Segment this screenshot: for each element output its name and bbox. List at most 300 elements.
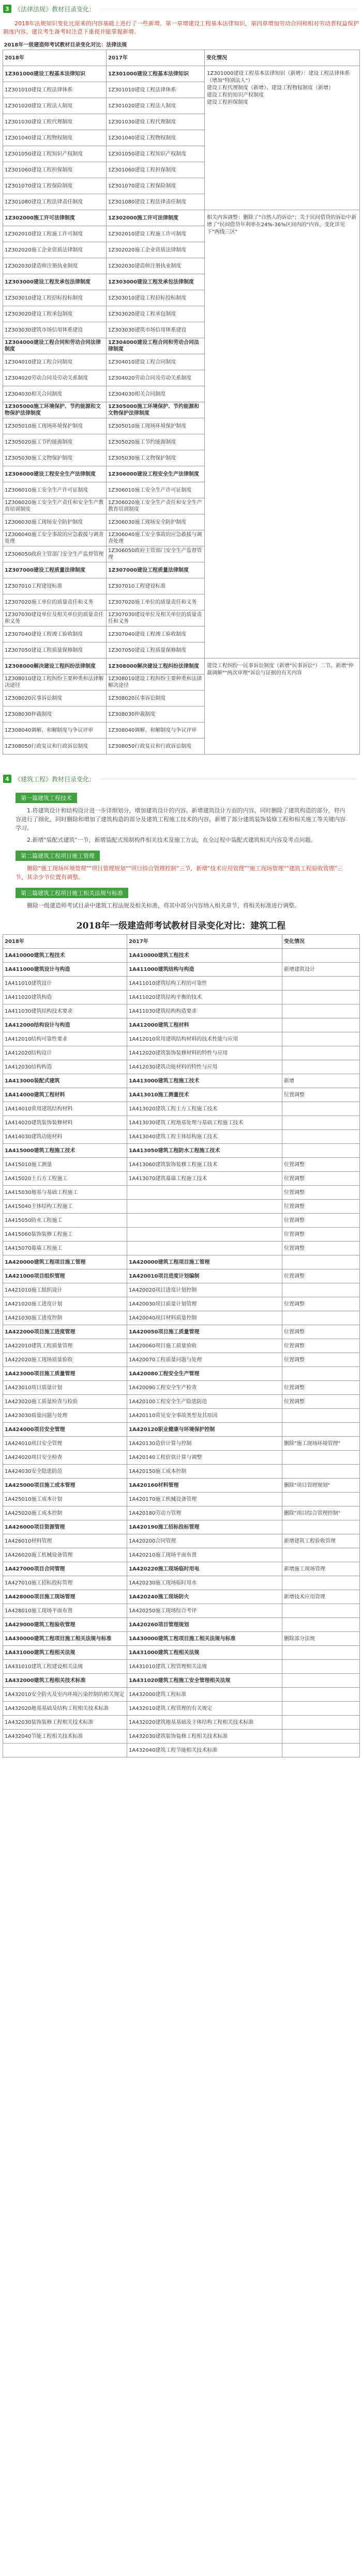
table-row	[3, 1548, 360, 1562]
cell-change	[282, 1367, 360, 1381]
cell-2018: 1A424010项目安全管理	[3, 1437, 127, 1451]
cell-2018: 1Z301010建设工程法律体系	[3, 82, 107, 98]
cell-2018: 1Z307010工程建设标准	[3, 578, 107, 594]
table-row	[3, 1465, 360, 1479]
cell-2017: 1A413070建筑幕墙工程施工技术	[127, 1172, 282, 1186]
cell-change	[282, 1004, 360, 1018]
table-row	[3, 1730, 360, 1743]
cell-2018: 1Z306010施工安全生产许可证制度	[3, 482, 107, 498]
cell-2018: 1Z303030建筑市场信用体系建设	[3, 322, 107, 338]
cell-2018: 1A431010建筑工程建设相关法规	[3, 1660, 127, 1674]
subheading-2: 第二篇建筑工程项目施工管理	[16, 851, 100, 861]
cell-change: 新增	[282, 1074, 360, 1088]
cell-2018: 1A421030施工进度控制	[3, 1311, 127, 1325]
cell-2017: 1Z303020建设工程承包制度	[107, 306, 205, 322]
cell-2017: 1Z301010建设工程法律体系	[107, 82, 205, 98]
table-row	[3, 1451, 360, 1465]
paragraph-4: 删除一级建造师考试目录中建筑工程法规及相关标准，将其中部分内容纳入相关章节，将相关标准进行调整。	[27, 902, 300, 909]
cell-2017: 1Z308030仲裁制度	[107, 706, 205, 722]
cell-2017: 1A413040建筑工程主体结构施工技术	[127, 1130, 282, 1144]
cell-change: 新增建筑工程验收管理	[282, 1534, 360, 1548]
cell-2018: 1Z307030建设单位及相关单位的质量责任和义务	[3, 610, 107, 626]
cell-2018: 1A432020地基基础及结构工程相关技术标准	[3, 1702, 127, 1716]
cell-2017	[127, 1242, 282, 1255]
cell-2017: 1A430000建筑工程项目施工相关法规与标准	[127, 1632, 282, 1646]
cell-2017: 1Z307040建设工程竣工验收制度	[107, 626, 205, 642]
cell-2017: 1A420030项目质量计划管理	[127, 1297, 282, 1311]
cell-2018: 1Z304030相关合同制度	[3, 386, 107, 402]
table-row	[3, 1200, 360, 1214]
cell-2017: 1Z308000解决建设工程纠纷法律制度	[107, 658, 205, 674]
cell-change: 位置调整	[282, 1339, 360, 1353]
cell-2018: 1A424030安全隐患防范	[3, 1465, 127, 1479]
change-note: 1Z301000建设工程基本法律知识（新增）：建设工程法律体系（增加"特别法人"） 建设工程代理制度（新增）、建设工程物权制度（新增） 建设工程的知识产权制度 建设工程担保制度	[205, 66, 360, 210]
cell-2018: 1A422000项目施工进度管理	[3, 1325, 127, 1339]
table-row	[3, 1088, 360, 1102]
table-row	[3, 1604, 360, 1618]
cell-2017: 1Z306020施工安全生产责任和安全生产教育培训制度	[107, 498, 205, 514]
cell-change	[282, 1018, 360, 1032]
intro-text: 2018年法规知识变化比原来的内容基础上进行了一些新增。第一章增建设工程基本法律知识，第四章增加劳动合同和相对劳动者权益保护制度内容。建议考生备考时注意下重视并能掌握新增。	[3, 20, 359, 35]
cell-2017: 1Z305010施工现场环境保护制度	[107, 418, 205, 434]
cell-2017: 1Z305030施工文物保护制度	[107, 450, 205, 466]
cell-change: 位置调整	[282, 1172, 360, 1186]
cell-2018: 1Z307050建设工程质量保修制度	[3, 642, 107, 658]
cell-2018: 1A422020施工现场质量验收	[3, 1353, 127, 1367]
cell-2018: 1A411010建筑设计	[3, 977, 127, 991]
cell-change: 位置调整	[282, 1242, 360, 1255]
subheading-3: 第三篇建筑工程项目施工相关法规与标准	[16, 888, 128, 898]
cell-2017: 1A420000建筑工程项目施工管理	[127, 1255, 282, 1269]
cell-2018: 1Z308020民事诉讼制度	[3, 690, 107, 706]
cell-2018: 1Z302000施工许可法律制度	[3, 210, 107, 226]
cell-change	[282, 1283, 360, 1297]
cell-change	[282, 1730, 360, 1743]
cell-2017	[127, 1200, 282, 1214]
cell-2018: 1A420000建筑工程项目施工管理	[3, 1255, 127, 1269]
table-row	[3, 949, 360, 963]
cell-change: 位置调整	[282, 1395, 360, 1409]
cell-2018: 1Z305010施工现场环境保护制度	[3, 418, 107, 434]
cell-2018: 1Z301070建设工程保险制度	[3, 178, 107, 194]
cell-2017: 1Z301020建设工程法人制度	[107, 98, 205, 114]
cell-change	[282, 1688, 360, 1702]
cell-2017: 1Z303010建设工程招标投标制度	[107, 290, 205, 306]
cell-change: 位置调整	[282, 1214, 360, 1228]
cell-2017: 1Z307010工程建设标准	[107, 578, 205, 594]
cell-2017: 1A420230施工现场临时用水	[127, 1576, 282, 1590]
header-2018: 2018年	[3, 50, 107, 66]
cell-change: 位置调整	[282, 1228, 360, 1242]
cell-2017: 1A412010常用建筑结构材料的技术性能与应用	[127, 1032, 282, 1046]
paragraph-3: 删除"施工现场环境管理""项目管理规划""项目综合管理控制"三节，新增"技术应用管理""施工现场管理""建筑工程验收管理"三节，其余少节位置有调整。	[16, 865, 343, 881]
cell-2018: 1A423010项目质量计划	[3, 1381, 127, 1395]
cell-2017: 1A420260项目管理规划	[127, 1618, 282, 1632]
cell-2018: 1Z308040调解、和解制度与争议评审	[3, 722, 107, 739]
cell-change	[282, 991, 360, 1004]
cell-change	[282, 977, 360, 991]
table-row	[3, 1074, 360, 1088]
building-table-body	[3, 949, 360, 1757]
change-note: 建设工程纠纷一民事诉讼制度（新增"民事诉讼"）二节。新增"仲裁调解""两次审理"诉讼与证据的有关内容	[205, 658, 360, 755]
cell-2018: 1A423000项目施工质量管理	[3, 1367, 127, 1381]
cell-change	[282, 1493, 360, 1506]
table-row	[3, 1381, 360, 1395]
cell-2018: 1A415030地基与基础工程施工	[3, 1186, 127, 1200]
cell-2018: 1Z301000建设工程基本法律知识	[3, 66, 107, 82]
cell-2017: 1A432030建筑装饰装修工程相关技术标准	[127, 1730, 282, 1743]
cell-change	[282, 1144, 360, 1158]
cell-2017: 1A420160材料管理	[127, 1479, 282, 1493]
header-2017: 2017年	[107, 50, 205, 66]
table-row	[3, 1660, 360, 1674]
cell-2018: 1A427000项目合同管理	[3, 1562, 127, 1576]
cell-change	[282, 1520, 360, 1534]
cell-2017: 1Z301080建设工程法律责任制度	[107, 194, 205, 210]
cell-2018: 1A410000建筑工程技术	[3, 949, 127, 963]
table-row	[3, 1632, 360, 1646]
cell-2017: 1Z301040建设工程物权制度	[107, 130, 205, 146]
table-row	[3, 1576, 360, 1590]
cell-2017: 1A432020建筑地基基础及主体结构工程相关技术标准	[127, 1716, 282, 1730]
cell-change	[282, 1116, 360, 1130]
cell-change	[282, 1716, 360, 1730]
cell-2017: 1A413030建筑工程地基处理与基础工程施工技术	[127, 1116, 282, 1130]
cell-2017: 1A412030建筑功能材料的特性与应用	[127, 1060, 282, 1074]
table-row	[3, 1032, 360, 1046]
cell-2018: 1Z304020劳动合同及劳动关系制度	[3, 370, 107, 386]
table-row	[3, 1339, 360, 1353]
cell-2017: 1A420130造价计算与控制	[127, 1437, 282, 1451]
header-change: 变化情况	[282, 935, 360, 949]
cell-change	[282, 1618, 360, 1632]
cell-2018: 1A421010施工组织设计	[3, 1283, 127, 1297]
table-row	[3, 1228, 360, 1242]
cell-2017: 1A420020项目进度计划控制	[127, 1283, 282, 1297]
cell-2017: 1Z302020施工企业资质法律制度	[107, 242, 205, 258]
cell-2018: 1Z306040施工安全事故的应急救援与调查处理	[3, 530, 107, 546]
table-row	[3, 1297, 360, 1311]
cell-2017: 1A420180劳动力管理	[127, 1506, 282, 1520]
cell-change: 删除"项目管理规划"	[282, 1479, 360, 1493]
cell-2018: 1A430000建筑工程项目施工相关法规与标准	[3, 1632, 127, 1646]
cell-2018: 1A414020建筑装饰装修材料	[3, 1116, 127, 1130]
table-row	[3, 1479, 360, 1493]
cell-2017: 1A432010建筑工程管理的有关规定	[127, 1702, 282, 1716]
table-title: 2018年一级建造师考试教材目录变化对比：建筑工程	[76, 921, 286, 931]
cell-2017: 1Z307050建设工程质量保修制度	[107, 642, 205, 658]
cell-2018: 1Z304010建设工程合同制度	[3, 354, 107, 370]
cell-2017: 1A411020建筑结构平衡的技术	[127, 991, 282, 1004]
cell-2018: 1Z301040建设工程物权制度	[3, 130, 107, 146]
table-row	[3, 66, 360, 82]
table-row	[3, 1186, 360, 1200]
cell-2017: 1Z307030建设单位及相关单位的质量责任和义务	[107, 610, 205, 626]
cell-2017: 1A413020建筑工程土方工程施工技术	[127, 1102, 282, 1116]
cell-2018: 1A425020施工成本控制	[3, 1506, 127, 1520]
cell-2018: 1Z305030施工文物保护制度	[3, 450, 107, 466]
cell-2018: 1A411000建筑设计与构造	[3, 963, 127, 977]
cell-2018: 1A414010常用建筑结构材料	[3, 1102, 127, 1116]
cell-2017: 1Z306010施工安全生产许可证制度	[107, 482, 205, 498]
cell-2017: 1A420040项目材料质量控制	[127, 1311, 282, 1325]
table-row	[3, 1618, 360, 1632]
building-table	[3, 934, 360, 1757]
table-row	[3, 977, 360, 991]
cell-2018: 1Z305000施工环境保护、节约能源和文物保护法律制度	[3, 402, 107, 418]
table-row	[3, 658, 360, 674]
cell-change: 位置调整	[282, 1353, 360, 1367]
cell-2017: 1A420070工程质量问题与处理	[127, 1353, 282, 1367]
table-row	[3, 1255, 360, 1269]
table-row	[3, 1214, 360, 1228]
cell-change: 位置调整	[282, 1200, 360, 1214]
cell-change	[282, 1255, 360, 1269]
section-title: 《建筑工程》教材目录变化：	[14, 775, 96, 783]
cell-2018: 1Z302020施工企业资质法律制度	[3, 242, 107, 258]
cell-2017: 1A411010建筑结构工程的可靠性	[127, 977, 282, 991]
cell-change	[282, 1576, 360, 1590]
cell-change	[282, 1046, 360, 1060]
cell-2017: 1A420010项目进度计划编制	[127, 1269, 282, 1283]
cell-2017: 1A420210施工现场平面布置	[127, 1548, 282, 1562]
table-row	[3, 1646, 360, 1660]
cell-2017: 1Z306030施工现场安全防护制度	[107, 514, 205, 530]
table-row	[3, 1590, 360, 1604]
cell-change	[282, 1465, 360, 1479]
cell-2017: 1Z307000建设工程质量法律制度	[107, 562, 205, 578]
cell-change	[282, 1060, 360, 1074]
header-change: 变化情况	[205, 50, 360, 66]
cell-2017: 1A420080工程安全生产管理	[127, 1367, 282, 1381]
cell-2017: 1A420140工程价款计算与调整	[127, 1451, 282, 1465]
cell-2017: 1A420060项目施工质量验收	[127, 1339, 282, 1353]
cell-change: 位置调整	[282, 1158, 360, 1172]
cell-2017: 1A431010建筑工程管理相关法规	[127, 1660, 282, 1674]
cell-2017: 1A420220施工现场临时用电	[127, 1562, 282, 1576]
cell-2017: 1Z308050行政复议和行政诉讼制度	[107, 739, 205, 755]
cell-2017: 1Z304000建设工程合同和劳动合同法律制度	[107, 338, 205, 354]
cell-2017: 1Z301050建设工程知识产权制度	[107, 146, 205, 162]
table-row	[3, 963, 360, 977]
table-row	[3, 1311, 360, 1325]
cell-change: 删除"施工现场环境管理"	[282, 1437, 360, 1451]
cell-2017: 1A413050建筑工程防水工程施工技术	[127, 1144, 282, 1158]
section-number-badge: 3	[3, 5, 11, 13]
cell-2018: 1Z306020施工安全生产责任和安全生产教育培训制度	[3, 498, 107, 514]
cell-change: 位置调整	[282, 1325, 360, 1339]
cell-2018: 1Z301050建设工程知识产权制度	[3, 146, 107, 162]
table-row	[3, 1046, 360, 1060]
law-table-body	[3, 66, 360, 755]
table-row	[3, 1743, 360, 1757]
cell-2017: 1A412020建筑装饰装修材料的特性与应用	[127, 1046, 282, 1060]
cell-2017: 1Z301030建设工程代理制度	[107, 114, 205, 130]
cell-2018: 1Z301060建设工程担保制度	[3, 162, 107, 178]
cell-change	[282, 1646, 360, 1660]
cell-2018: 1Z306030施工现场安全防护制度	[3, 514, 107, 530]
cell-2018: 1Z308010建设工程纠纷主要种类和法律解决途径	[3, 674, 107, 690]
cell-2017: 1A413060建筑装饰装修工程施工技术	[127, 1158, 282, 1172]
table-row	[3, 1018, 360, 1032]
cell-2017: 1A420120职业健康与环境保护控制	[127, 1423, 282, 1437]
cell-2018	[3, 1743, 127, 1757]
cell-2018: 1A422010建筑工程质量管理	[3, 1339, 127, 1353]
header-2018: 2018年	[3, 935, 127, 949]
table-row	[3, 1520, 360, 1534]
cell-2017: 1A411030建筑结构构造要求	[127, 1004, 282, 1018]
cell-change	[282, 1548, 360, 1562]
section-title: 《法律法规》教材目录变化：	[14, 5, 96, 13]
table-row	[3, 1172, 360, 1186]
cell-2018: 1A412030结构构造	[3, 1060, 127, 1074]
cell-2017: 1A413000建筑工程施工技术	[127, 1074, 282, 1088]
cell-change	[282, 1743, 360, 1757]
table-row	[3, 1409, 360, 1423]
cell-2017: 1Z301070建设工程保险制度	[107, 178, 205, 194]
cell-2017: 1Z308010建设工程纠纷主要种类和法律解决途径	[107, 674, 205, 690]
table-row	[3, 1116, 360, 1130]
cell-2018: 1A414030建筑功能材料	[3, 1130, 127, 1144]
cell-2017: 1Z301060建设工程担保制度	[107, 162, 205, 178]
cell-2018: 1A421020施工进度计划	[3, 1297, 127, 1311]
cell-2018: 1A425000项目施工成本管理	[3, 1479, 127, 1493]
cell-change	[282, 1423, 360, 1437]
cell-2018: 1Z302010建设工程施工许可制度	[3, 226, 107, 242]
table-row	[3, 1423, 360, 1437]
table-row	[3, 1702, 360, 1716]
cell-2018: 1A432010安全防火及室内环境污染控制的相关规定	[3, 1688, 127, 1702]
cell-change: 删除"项目综合管理控制"	[282, 1506, 360, 1520]
cell-2018: 1A412010结构可靠性要求	[3, 1032, 127, 1046]
cell-2017: 1Z306000建设工程安全生产法律制度	[107, 466, 205, 482]
cell-2018: 1A425010施工成本计划	[3, 1493, 127, 1506]
cell-2018: 1Z301080建设工程法律责任制度	[3, 194, 107, 210]
cell-2017: 1A420250施工现场综合考评	[127, 1604, 282, 1618]
cell-change: 位置调整	[282, 1088, 360, 1102]
table-row	[3, 1158, 360, 1172]
table-row	[3, 1395, 360, 1409]
cell-2018: 1A428010施工现场平面布置	[3, 1604, 127, 1618]
cell-2017: 1A432040建筑工程节能相关技术标准	[127, 1743, 282, 1757]
cell-2018: 1A429000建筑工程验收管理	[3, 1618, 127, 1632]
table-caption: 2018年一级建造师考试教材目录变化对比：法律法规	[4, 42, 127, 48]
cell-2018: 1A415000建筑工程施工技术	[3, 1144, 127, 1158]
cell-2018: 1A415020土石方工程施工	[3, 1172, 127, 1186]
table-row	[3, 1562, 360, 1576]
cell-2017: 1Z304020劳动合同及劳动关系制度	[107, 370, 205, 386]
cell-2017: 1Z308020民事诉讼制度	[107, 690, 205, 706]
cell-2017	[127, 1186, 282, 1200]
cell-change: 删除部分法规	[282, 1632, 360, 1646]
cell-2018: 1Z308000解决建设工程纠纷法律制度	[3, 658, 107, 674]
cell-2018: 1Z307040建设工程竣工验收制度	[3, 626, 107, 642]
cell-2017: 1A431000建筑工程相关法规	[127, 1646, 282, 1660]
cell-2017: 1Z304030相关合同制度	[107, 386, 205, 402]
section-intro	[0, 20, 362, 40]
cell-2018: 1A412020结构设计	[3, 1046, 127, 1060]
cell-2018: 1A432040节能工程相关技术标准	[3, 1730, 127, 1743]
cell-2018: 1A413000装配式建筑	[3, 1074, 127, 1088]
cell-2017: 1A412000建筑工程材料	[127, 1018, 282, 1032]
cell-2018: 1A412000结构设计与构造	[3, 1018, 127, 1032]
cell-2017: 1Z301000建设工程基本法律知识	[107, 66, 205, 82]
cell-2018: 1A411020建筑构造	[3, 991, 127, 1004]
cell-2018: 1Z308030仲裁制度	[3, 706, 107, 722]
cell-2018: 1Z303020建设工程承包制度	[3, 306, 107, 322]
cell-2018: 1A423030质量问题与处理	[3, 1409, 127, 1423]
cell-change	[282, 1032, 360, 1046]
cell-2018: 1Z305020施工节约能源制度	[3, 434, 107, 450]
section-header-1	[3, 3, 362, 14]
section-header-2	[3, 773, 362, 784]
cell-2017: 1Z303000建设工程发承包法律制度	[107, 274, 205, 290]
cell-2018: 1A415010施工测量	[3, 1158, 127, 1172]
table-row	[3, 991, 360, 1004]
cell-2018: 1A411030建筑结构技术要求	[3, 1004, 127, 1018]
cell-2018: 1A423020施工质量检查与检验	[3, 1395, 127, 1409]
cell-2017	[127, 1214, 282, 1228]
paragraph-2: 2.新增"装配式建筑"一节，新增装配式预制构件相关技术及施工方法，在全过程中装配式建筑相关内容及考点问题。	[27, 837, 316, 843]
cell-2017: 1A420240施工现场防火	[127, 1590, 282, 1604]
cell-2017	[127, 1228, 282, 1242]
cell-2017: 1A420200合同管理	[127, 1534, 282, 1548]
cell-2018: 1Z303010建设工程招标投标制度	[3, 290, 107, 306]
cell-change	[282, 1311, 360, 1325]
table-row	[3, 1283, 360, 1297]
cell-2017: 1Z308040调解、和解制度与争议评审	[107, 722, 205, 739]
cell-2017: 1Z306040施工安全事故的应急救援与调查处理	[107, 530, 205, 546]
table-row	[3, 1242, 360, 1255]
cell-2018: 1Z302030建造师注册执业制度	[3, 258, 107, 274]
cell-2017: 1A420090工程安全生产检查	[127, 1381, 282, 1395]
cell-2017: 1Z302010建设工程施工许可制度	[107, 226, 205, 242]
table-row	[3, 1534, 360, 1548]
cell-change: 位置调整	[282, 1186, 360, 1200]
cell-2017: 1A411000建筑结构与构造	[127, 963, 282, 977]
table-row	[3, 1269, 360, 1283]
cell-2018: 1A415070幕墙工程施工	[3, 1242, 127, 1255]
cell-2017: 1Z304010建设工程合同制度	[107, 354, 205, 370]
cell-2017: 1Z307020施工单位的质量责任和义务	[107, 594, 205, 610]
cell-change	[282, 1102, 360, 1116]
table-row	[3, 1325, 360, 1339]
cell-2018: 1Z301030建设工程代理制度	[3, 114, 107, 130]
table-row	[3, 1493, 360, 1506]
cell-2018: 1Z307020施工单位的质量责任和义务	[3, 594, 107, 610]
table-row	[3, 1130, 360, 1144]
cell-2018: 1Z306000建设工程安全生产法律制度	[3, 466, 107, 482]
cell-2017: 1Z305000施工环境保护、节约能源和文物保护法律制度	[107, 402, 205, 418]
cell-2017: 1A420100工程安全生产隐患防范	[127, 1395, 282, 1409]
cell-2018: 1Z303000建设工程发承包法律制度	[3, 274, 107, 290]
cell-2018: 1Z304000建设工程合同和劳动合同法律制度	[3, 338, 107, 354]
paragraph-1: 1.将建筑设计和结构设计进一步详细划分，增加建筑设计的内容。新增建筑设计方面的内容，同时删除了建筑构造的部分，将内容进行了细化，同时删除和增加了建筑构造的部分及建筑工程施工技术的内容，新增了部分建筑装饰装修工程和相关施工等关键内容学习。	[16, 807, 345, 831]
table-row	[3, 1004, 360, 1018]
cell-2018: 1Z307000建设工程质量法律制度	[3, 562, 107, 578]
cell-change: 新增建筑设计	[282, 963, 360, 977]
cell-change	[282, 1660, 360, 1674]
cell-2017: 1A420170施工机械设备管理	[127, 1493, 282, 1506]
cell-2018: 1A426000项目资源管理	[3, 1520, 127, 1534]
table-row	[3, 1367, 360, 1381]
table-row	[3, 1716, 360, 1730]
cell-2017: 1A420190施工招标投标管理	[127, 1520, 282, 1534]
cell-2017: 1A420110常见安全事故类型及其原因	[127, 1409, 282, 1423]
cell-2017: 1Z303030建筑市场信用体系建设	[107, 322, 205, 338]
cell-2018: 1A432000建筑工程相关技术标准	[3, 1674, 127, 1688]
cell-change: 新增施工现场管理	[282, 1562, 360, 1576]
